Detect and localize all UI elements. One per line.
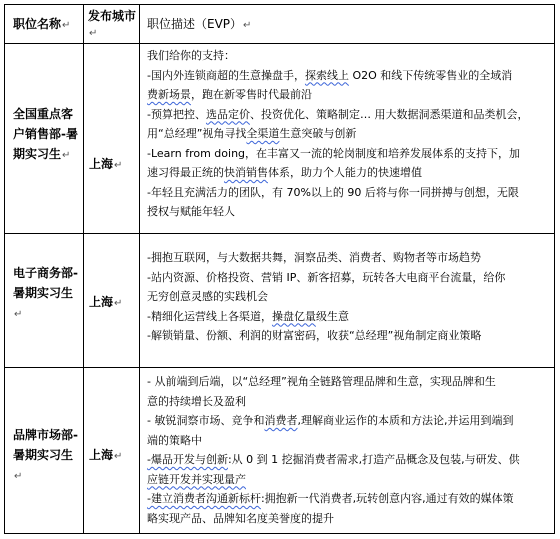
description-line: 应链开发并实现量产: [147, 472, 246, 486]
description-line: 用“总经理”视角寻找全渠道生意突破与创新: [147, 127, 357, 140]
description-line: - 敏锐洞察市场、竞争和消费者,理解商业运作的本质和方法论,并运用到端到: [147, 414, 514, 427]
paragraph-mark-icon: ↵: [114, 298, 123, 309]
description-line: -解锁销量、份额、利润的财富密码，收获“总经理”视角制定商业策略: [147, 329, 482, 342]
paragraph-mark-icon: ↵: [62, 150, 71, 161]
description-line: -拥抱互联网，与大数据共舞，洞察品类、消费者、购物者等市场趋势: [147, 251, 481, 264]
description-line: -爆品开发与创新:从 0 到 1 挖掘消费者需求,打造产品概念及包装,与研发、供: [147, 453, 520, 466]
paragraph-mark-icon: ↵: [89, 28, 98, 39]
city-brand-marketing: 上海↵: [89, 448, 123, 462]
row-divider: [5, 233, 554, 234]
description-line: 授权与赋能年轻人: [147, 205, 235, 218]
column-divider: [83, 5, 84, 533]
job-description-ecommerce: [147, 248, 553, 346]
description-line: -精细化运营线上各渠道，操盘亿量级生意: [147, 309, 349, 323]
description-line: -站内资源、价格投资、营销 IP、新客招募，玩转各大电商平台流量，给你: [147, 270, 506, 284]
description-line: 端的策略中: [147, 433, 202, 447]
paragraph-mark-icon: ↵: [114, 451, 123, 462]
job-name-ecommerce: 电子商务部-暑期实习生↵: [13, 266, 78, 320]
job-table: [4, 4, 555, 534]
description-line: 无穷创意灵感的实践机会: [147, 290, 268, 303]
header-city: 发布城市↵: [88, 9, 137, 39]
city-sales: 上海↵: [89, 157, 123, 171]
header-description: 职位描述（EVP）↵: [147, 17, 252, 31]
description-line: - 从前端到后端，以“总经理”视角全链路管理品牌和生意，实现品牌和生: [147, 375, 496, 388]
description-line: -Learn from doing，在丰富又一流的轮岗制度和培养发展体系的支持下，加: [147, 146, 521, 160]
job-description-brand-marketing: [147, 372, 553, 528]
header-job-title: 职位名称↵: [13, 17, 71, 31]
column-divider: [139, 5, 140, 533]
description-line: -建立消费者沟通新标杆:拥抱新一代消费者,玩转创意内容,通过有效的媒体策: [147, 492, 514, 505]
row-divider: [5, 367, 554, 368]
paragraph-mark-icon: ↵: [62, 20, 71, 31]
description-line: 略实现产品、品牌知名度美誉度的提升: [147, 511, 334, 525]
job-name-sales: 全国重点客户销售部-暑期实习生↵: [13, 107, 78, 161]
description-line: 速习得最正统的快消销售体系，助力个人能力的快速增值: [147, 166, 422, 179]
paragraph-mark-icon: ↵: [14, 309, 23, 320]
paragraph-mark-icon: ↵: [14, 471, 23, 482]
description-line: 费新场景，跑在新零售时代最前沿: [147, 88, 312, 101]
job-description-sales: [147, 46, 553, 222]
description-line: -国内外连锁商超的生意操盘手，探索线上 O2O 和线下传统零售业的全域消: [147, 68, 513, 82]
paragraph-mark-icon: ↵: [243, 20, 252, 31]
paragraph-mark-icon: ↵: [114, 160, 123, 171]
description-line: 我们给你的支持：: [147, 49, 235, 62]
row-divider: [5, 43, 554, 44]
job-name-brand-marketing: 品牌市场部-暑期实习生↵: [13, 428, 78, 482]
description-line: 意的持续增长及盈利: [147, 394, 246, 408]
description-line: -预算把控、选品定价、投资优化、策略制定… 用大数据洞悉渠道和品类机会，: [147, 107, 529, 121]
city-ecommerce: 上海↵: [89, 295, 123, 309]
description-line: -年轻且充满活力的团队，有 70%以上的 90 后将与你一同拼搏与创想，无限: [147, 185, 519, 199]
